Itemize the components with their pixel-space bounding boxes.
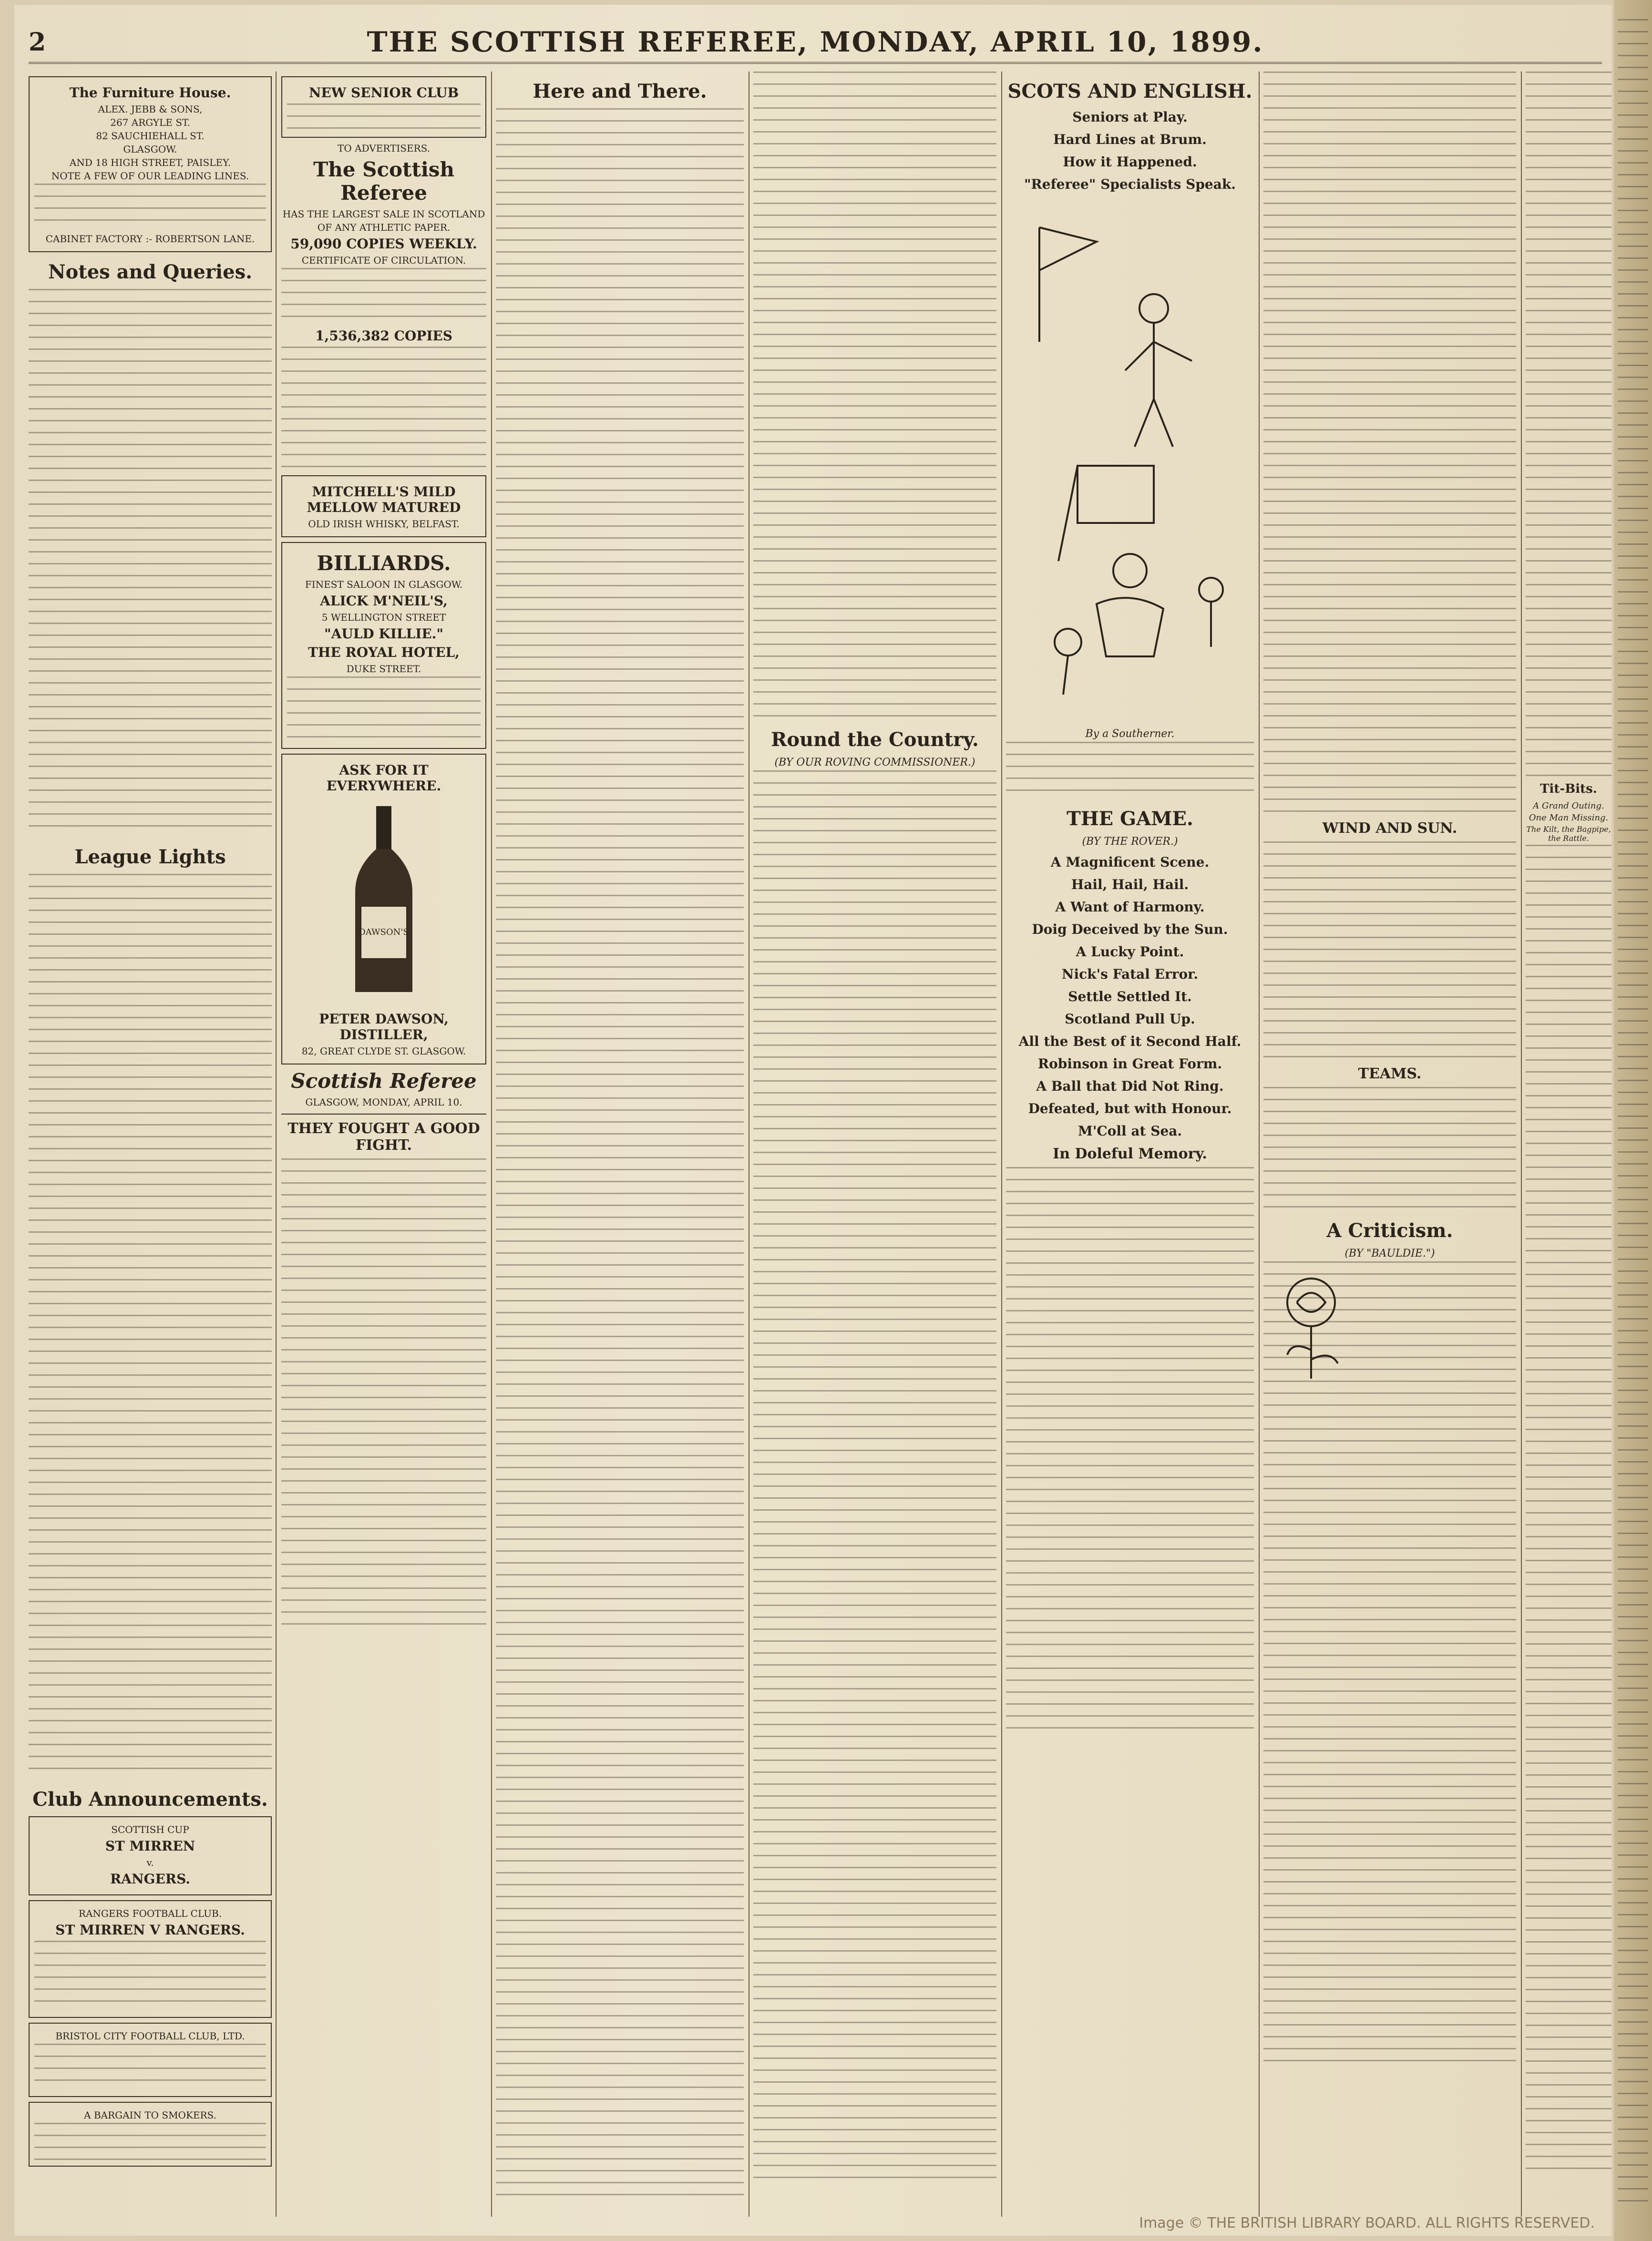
the-game-text [1006,1167,1254,1739]
section-heading: A Criticism. [1326,1219,1453,1242]
cartoon-illustration [1011,199,1249,723]
section-subheading: TEAMS. [1358,1065,1422,1082]
notice-title: NEW SENIOR CLUB [308,85,459,101]
announcement-title: RANGERS FOOTBALL CLUB. [78,1908,222,1919]
section-heading: Club Announcements. [32,1788,268,1811]
column-rule [276,72,277,2217]
advertisers-heading: TO ADVERTISERS. [338,143,430,154]
deck-line: The Kilt, the Bagpipe, the Rattle. [1526,825,1611,843]
leader-title: THEY FOUGHT A GOOD FIGHT. [287,1120,480,1154]
deck-line: Defeated, but with Honour. [1028,1101,1232,1116]
advert-branch: AND 18 HIGH STREET, PAISLEY. [69,157,231,168]
advert-address: DUKE STREET. [346,663,421,675]
advert-distiller: PETER DAWSON, DISTILLER, [319,1011,449,1043]
column-text [1526,72,1611,777]
advert-address: 267 ARGYLE ST. [110,117,190,128]
tobacco-advert [29,2102,272,2167]
column-rule [1521,72,1522,2217]
advert-body-text [34,184,266,231]
deck-line: "Referee" Specialists Speak. [1024,176,1236,192]
deck-line: Settle Settled It. [1068,989,1192,1004]
divider [281,1114,486,1115]
dateline: GLASGOW, MONDAY, APRIL 10. [305,1096,462,1108]
advert-firm: ALEX. JEBB & SONS, [98,103,203,115]
advert-product: OLD IRISH WHISKY, BELFAST. [308,518,460,530]
cartoon-caption: By a Southerner. [1085,728,1175,740]
announcement-fixture: ST MIRREN V RANGERS. [55,1922,245,1938]
club-notice [281,76,486,138]
adjacent-page-edge [1614,0,1652,2241]
whisky-advert [281,475,486,537]
column-6 [1263,72,1516,2221]
column-2 [281,72,486,2221]
column-1 [29,72,272,2221]
section-subheading: WIND AND SUN. [1322,820,1457,837]
advert-brand: MITCHELL'S MILD MELLOW MATURED [307,484,461,515]
verse-text [1006,742,1254,799]
continued-text [753,72,996,720]
certificate-text [281,268,486,325]
deck-line: One Man Missing. [1529,813,1609,823]
copies-figure: 1,536,382 COPIES [315,328,452,344]
announcement-text [34,1941,266,2012]
deck-line: Seniors at Play. [1072,109,1188,125]
column-rule [1001,72,1002,2217]
announcement-text [34,2044,266,2091]
column-5 [1006,72,1254,2221]
deck-line: Hard Lines at Brum. [1053,132,1207,147]
round-the-country-text [753,770,996,2181]
club-announcement [29,2023,272,2097]
circulation-figure: 59,090 COPIES WEEKLY. [290,236,477,252]
section-heading: THE GAME. [1067,808,1193,830]
column-rule [1259,72,1260,2217]
advert-venue: "AULD KILLIE." [324,626,444,642]
page-number: 2 [29,28,46,57]
section-heading: Here and There. [533,80,707,102]
certificate-heading: CERTIFICATE OF CIRCULATION. [301,255,466,266]
page-header [29,19,1602,64]
advert-hotel: THE ROYAL HOTEL, [308,645,460,660]
advert-body-text [34,2123,266,2161]
teams-text [1263,1087,1516,1211]
announcement-team: ST MIRREN [105,1838,195,1854]
advert-title: The Furniture House. [69,85,231,101]
column-3 [496,72,744,2221]
club-announcement [29,1816,272,1895]
referee-claim: HAS THE LARGEST SALE IN SCOTLAND [282,208,485,220]
byline: (BY THE ROVER.) [1082,836,1178,848]
leader-text [281,1158,486,1635]
adjacent-page-text [1618,19,1648,2212]
announcement-team: RANGERS. [110,1871,191,1887]
deck-line: Robinson in Great Form. [1037,1056,1222,1072]
match-report-text [1263,841,1516,1061]
deck-line: A Ball that Did Not Ring. [1036,1078,1224,1094]
column-4 [753,72,996,2221]
here-and-there-text [496,108,744,2196]
referee-title: The Scottish Referee [313,158,454,205]
deck-line: Scotland Pull Up. [1065,1011,1195,1027]
club-announcement [29,1900,272,2018]
section-subheading: In Doleful Memory. [1053,1146,1207,1162]
notice-text [287,103,481,132]
section-heading: SCOTS AND ENGLISH. [1007,80,1252,102]
advert-note: NOTE A FEW OF OUR LEADING LINES. [51,170,249,182]
paper-masthead: Scottish Referee [291,1069,477,1093]
page-title: THE SCOTTISH REFEREE, MONDAY, APRIL 10, 1899. [367,26,1264,58]
column-7 [1526,72,1611,2221]
deck-line: A Magnificent Scene. [1050,854,1210,870]
byline: (BY OUR ROVING COMMISSIONER.) [774,757,975,768]
deck-line: All the Best of it Second Half. [1018,1034,1242,1049]
league-text [29,874,272,1780]
circulation-label: OF ANY ATHLETIC PAPER. [317,222,451,233]
deck-line: A Lucky Point. [1076,944,1184,960]
section-heading: Tit-Bits. [1540,782,1597,796]
whisky-bottle-advert [281,754,486,1064]
advert-subtitle: FINEST SALOON IN GLASGOW. [305,579,463,590]
svg-text:DAWSON'S: DAWSON'S [359,927,409,937]
furniture-advert [29,76,272,252]
deck-line: M'Coll at Sea. [1077,1123,1182,1139]
notes-text [29,289,272,837]
advert-address: 82 SAUCHIEHALL ST. [96,130,205,142]
deck-line: How it Happened. [1063,154,1197,170]
column-rule [491,72,492,2217]
titbits-text [1526,845,1611,2180]
advert-address: 5 WELLINGTON STREET [321,612,446,623]
copyright-watermark: Image © THE BRITISH LIBRARY BOARD. ALL RIGHTS RESERVED. [1139,2215,1595,2231]
deck-line: Doig Deceived by the Sun. [1032,921,1228,937]
whisky-bottle-icon [336,801,431,1002]
announcement-title: SCOTTISH CUP [111,1824,189,1835]
advert-address: 82, GREAT CLYDE ST. GLASGOW. [301,1045,466,1057]
byline: (BY "BAULDIE.") [1344,1248,1435,1259]
thistle-icon [1263,1264,1359,1383]
match-report-text [1263,72,1516,815]
section-heading: League Lights [74,846,226,868]
announcement-versus: v. [146,1857,154,1868]
section-heading: Notes and Queries. [48,261,253,283]
advert-title: A BARGAIN TO SMOKERS. [84,2109,216,2121]
billiards-advert [281,542,486,749]
advert-city: GLASGOW. [123,143,177,155]
advert-slogan: ASK FOR IT EVERYWHERE. [326,762,441,794]
advert-proprietor: ALICK M'NEIL'S, [320,593,448,609]
deck-line: A Want of Harmony. [1055,899,1205,915]
section-heading: Round the Country. [771,728,979,751]
deck-line: Hail, Hail, Hail. [1071,877,1189,892]
advert-body-text [287,676,481,743]
deck-line: Nick's Fatal Error. [1061,966,1199,982]
deck-line: A Grand Outing. [1533,801,1604,811]
advert-title: BILLIARDS. [317,552,451,575]
rates-table [281,347,486,471]
announcement-title: BRISTOL CITY FOOTBALL CLUB, LTD. [55,2030,245,2042]
advert-factory: CABINET FACTORY :- ROBERTSON LANE. [45,233,255,245]
